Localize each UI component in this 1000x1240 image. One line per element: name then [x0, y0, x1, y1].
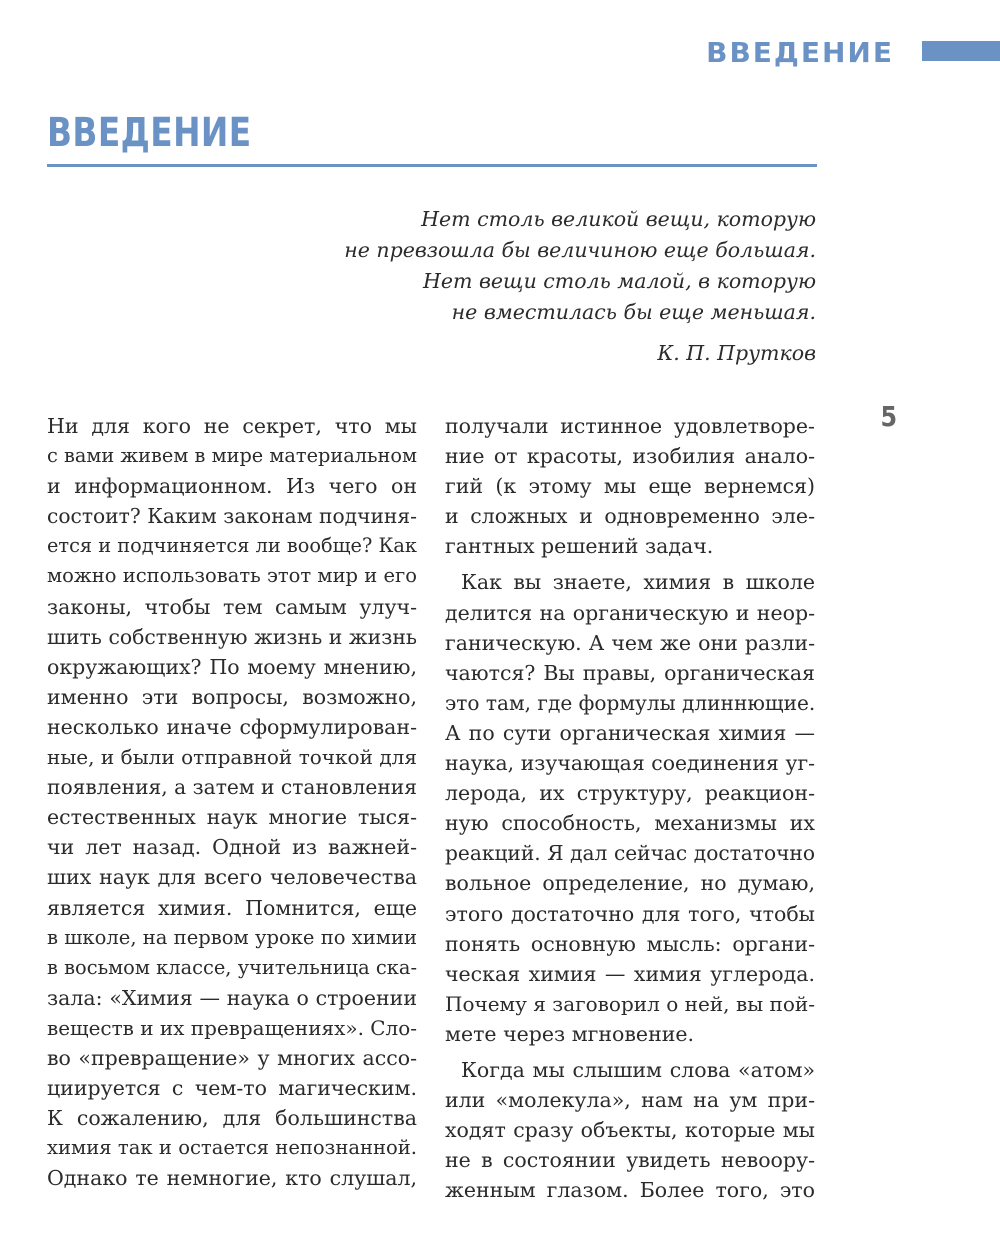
body-text-line: циируется с чем-то магическим.: [47, 1076, 417, 1101]
body-text-line: получали истинное удовлетворе-: [445, 414, 815, 438]
body-text-line: состоит? Каким законам подчиня-: [47, 504, 417, 529]
body-text-line: с вами живем в мире материальном: [47, 444, 417, 468]
body-text-line: чаются? Вы правы, органическая: [445, 660, 815, 685]
body-text-line: законы, чтобы тем самым улуч-: [47, 594, 417, 619]
running-head-title: ВВЕДЕНИЕ: [706, 36, 894, 69]
body-text-line: наука, изучающая соединения уг-: [445, 751, 815, 776]
body-text-line: Ни для кого не секрет, что мы: [47, 414, 417, 438]
body-text-line: веществ и их превращениях». Сло-: [47, 1015, 417, 1040]
body-text-line: ганическую. А чем же они разли-: [445, 630, 815, 655]
body-text-line: можно использовать этот мир и его: [47, 564, 417, 588]
body-text-line: Когда мы слышим слова «атом»: [461, 1057, 815, 1082]
right-column: [445, 411, 815, 1205]
running-head-bar: [922, 41, 1000, 61]
title-rule: [47, 164, 817, 167]
epigraph-line: Нет вещи столь малой, в которую: [423, 269, 816, 293]
body-text-line: зала: «Химия — наука о строении: [47, 985, 417, 1010]
body-text-line: и информационном. Из чего он: [47, 474, 417, 499]
body-text-line: ную способность, механизмы их: [445, 811, 815, 836]
body-text-line: А по сути органическая химия —: [445, 720, 815, 745]
body-text-line: окружающих? По моему мнению,: [47, 654, 417, 679]
body-text-line: ные, и были отправной точкой для: [47, 745, 417, 770]
epigraph-line: не превзошла бы величиною еще большая.: [344, 238, 816, 262]
body-text-line: чи лет назад. Одной из важней-: [47, 835, 417, 860]
body-text-line: К сожалению, для большинства: [47, 1106, 417, 1131]
epigraph-line: не вместилась бы еще меньшая.: [451, 300, 816, 324]
body-text-line: не в состоянии увидеть невоору-: [445, 1148, 815, 1173]
body-text-line: естественных наук многие тыся-: [47, 805, 417, 830]
body-text-line: в школе, на первом уроке по химии: [47, 925, 417, 949]
body-text-line: Как вы знаете, химия в школе: [461, 570, 815, 595]
body-text-line: Однако те немногие, кто слушал,: [47, 1166, 417, 1191]
body-text-line: и сложных и одновременно эле-: [445, 504, 815, 529]
body-text-line: или «молекула», нам на ум при-: [445, 1088, 815, 1113]
epigraph-line: Нет столь великой вещи, которую: [421, 207, 816, 231]
body-text-line: шить собственную жизнь и жизнь: [47, 624, 417, 649]
epigraph: [256, 204, 816, 369]
body-text-line: вольное определение, но думаю,: [445, 871, 815, 896]
body-text-line: женным глазом. Более того, это: [445, 1178, 815, 1203]
body-text-line: это там, где формулы длиннющие.: [445, 690, 816, 715]
body-text-line: понять основную мысль: органи-: [445, 931, 815, 956]
body-text-line: реакций. Я дал сейчас достаточно: [445, 841, 815, 866]
body-text-line: является химия. Помнится, еще: [47, 895, 417, 920]
page-number: 5: [880, 400, 898, 433]
body-text-line: ется и подчиняется ли вообще? Как: [47, 534, 417, 558]
body-text-line: делится на органическую и неор-: [445, 600, 815, 625]
body-text-line: появления, а затем и становления: [47, 775, 418, 800]
body-text-line: мете через мгновение.: [445, 1021, 695, 1046]
body-text-line: в восьмом классе, учительница ска-: [47, 955, 417, 979]
body-text-line: лерода, их структуру, реакцион-: [445, 781, 815, 806]
body-text-line: этого достаточно для того, чтобы: [445, 901, 815, 926]
body-text-line: ние от красоты, изобилия анало-: [445, 444, 815, 469]
body-text-line: во «превращение» у многих ассо-: [47, 1045, 417, 1070]
body-text-line: именно эти вопросы, возможно,: [47, 684, 417, 709]
body-text-line: химия так и остается непознанной.: [47, 1136, 417, 1160]
epigraph-author: К. П. Прутков: [657, 341, 816, 365]
body-text-line: несколько иначе сформулирован-: [47, 714, 417, 739]
chapter-title: ВВЕДЕНИЕ: [47, 110, 252, 156]
body-text-line: ческая химия — химия углерода.: [445, 961, 815, 986]
body-text-line: ходят сразу объекты, которые мы: [445, 1118, 815, 1143]
body-text-line: гантных решений задач.: [445, 534, 714, 559]
body-text-line: гий (к этому мы еще вернемся): [445, 474, 815, 499]
left-column: [47, 411, 417, 1193]
body-text-line: Почему я заговорил о ней, вы пой-: [445, 991, 815, 1016]
body-text-line: ших наук для всего человечества: [47, 865, 417, 890]
